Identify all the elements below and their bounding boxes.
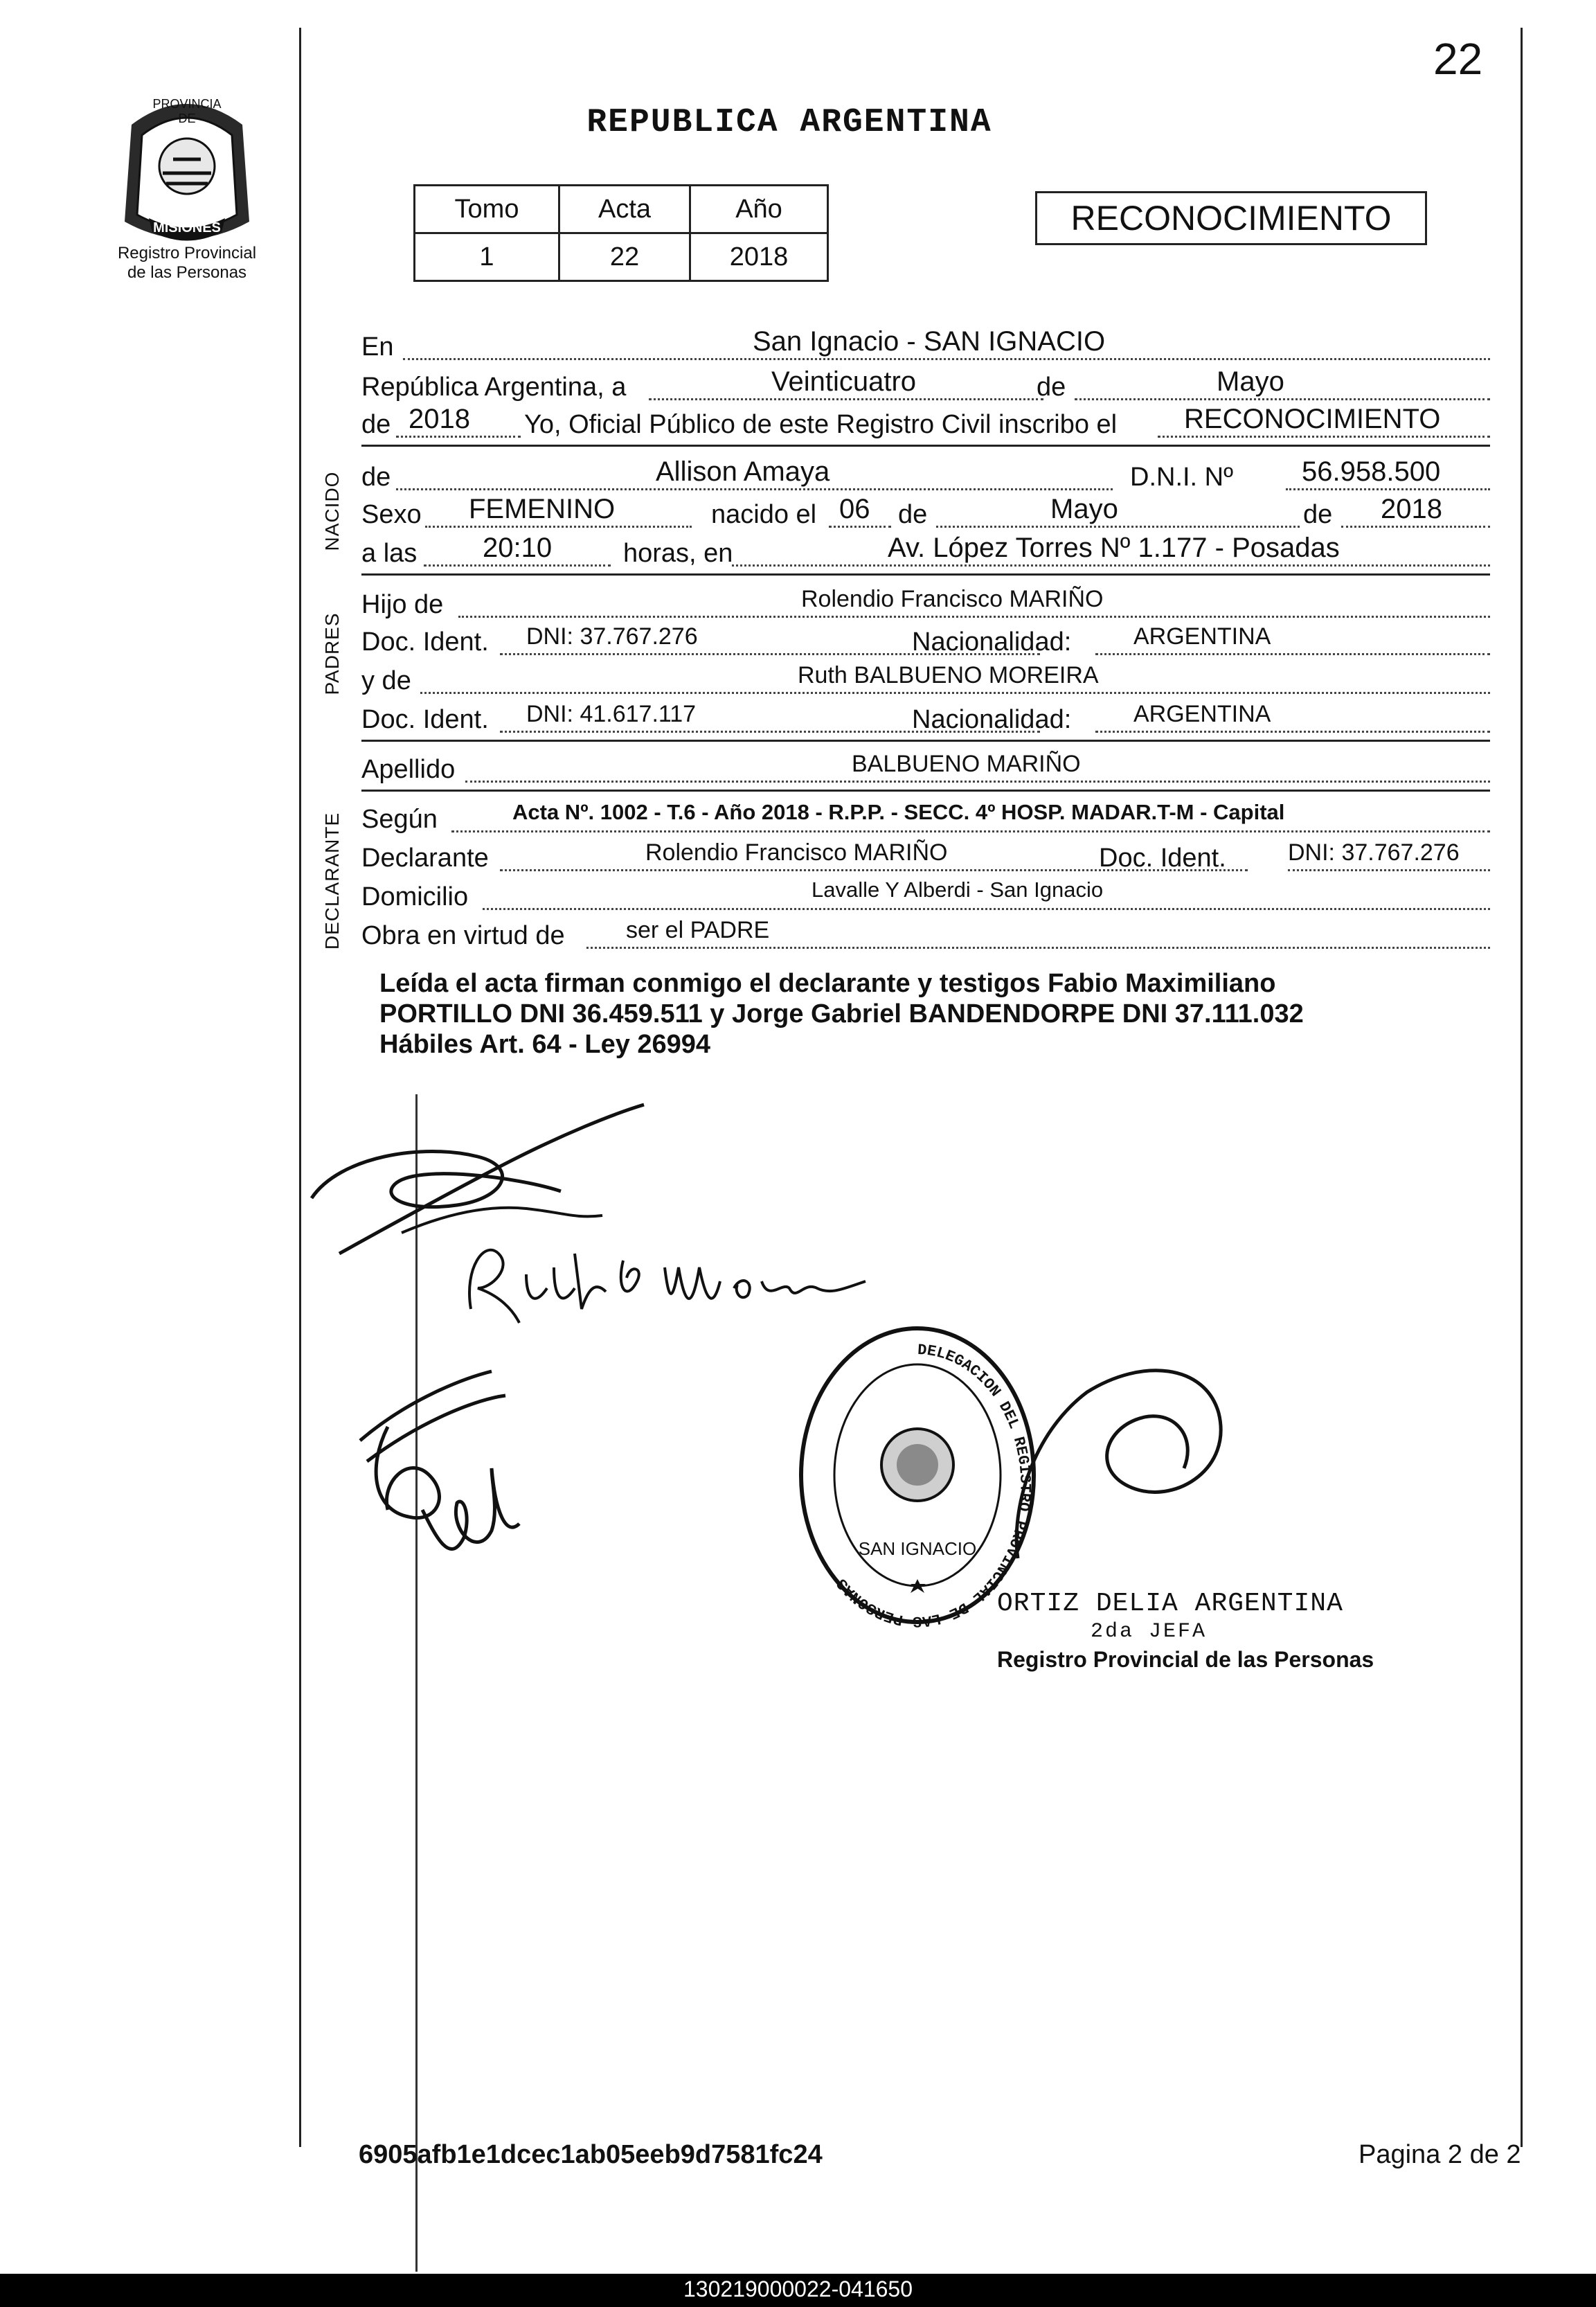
en-label: En bbox=[361, 332, 394, 362]
mother-doc-value: DNI: 41.617.117 bbox=[526, 701, 697, 727]
record-reference-table bbox=[413, 184, 829, 282]
segun-label: Según bbox=[361, 805, 438, 834]
officer-block bbox=[997, 1590, 1374, 1673]
row-father-doc bbox=[361, 623, 1490, 662]
year-value: 2018 bbox=[409, 404, 470, 434]
officer-office: Registro Provincial de las Personas bbox=[997, 1647, 1374, 1672]
left-margin-rule bbox=[299, 28, 301, 2147]
document-hash: 6905afb1e1dcec1ab05eeb9d7581fc24 bbox=[359, 2140, 823, 2169]
stamp-ring-text: DELEGACION DEL REGISTRO PROVINCIAL DE LAS PERSONAS bbox=[833, 1341, 1034, 1630]
child-name-value: Allison Amaya bbox=[656, 456, 830, 487]
declarant-value: Rolendio Francisco MARIÑO bbox=[645, 839, 948, 866]
row-year bbox=[361, 404, 1490, 445]
anio-value: 2018 bbox=[690, 233, 828, 281]
horas-en-label: horas, en bbox=[623, 539, 733, 568]
y-de-label: y de bbox=[361, 666, 411, 695]
mother-doc-label: Doc. Ident. bbox=[361, 705, 489, 734]
obra-value: ser el PADRE bbox=[626, 917, 770, 943]
child-dni-value: 56.958.500 bbox=[1302, 456, 1441, 487]
a-las-label: a las bbox=[361, 539, 418, 568]
row-time-place bbox=[361, 533, 1490, 573]
name-de-label: de bbox=[361, 463, 391, 492]
father-nationality-label: Nacionalidad: bbox=[912, 627, 1072, 657]
seal-top-text: PROVINCIA DE bbox=[152, 97, 222, 125]
page-number: 22 bbox=[1433, 34, 1483, 84]
hijo-de-label: Hijo de bbox=[361, 590, 444, 619]
birth-time-value: 20:10 bbox=[483, 533, 553, 563]
official-stamp bbox=[793, 1319, 1042, 1631]
surname-value: BALBUENO MARIÑO bbox=[852, 751, 1081, 777]
row-mother-doc bbox=[361, 701, 1490, 740]
section-label-padres: PADRES bbox=[321, 612, 343, 695]
birth-place-value: Av. López Torres Nº 1.177 - Posadas bbox=[888, 533, 1340, 563]
row-sex bbox=[361, 494, 1490, 535]
obra-label: Obra en virtud de bbox=[361, 921, 565, 950]
officer-name: ORTIZ DELIA ARGENTINA bbox=[997, 1589, 1343, 1619]
declarant-doc-dots bbox=[1288, 869, 1490, 871]
father-doc-label: Doc. Ident. bbox=[361, 627, 489, 657]
sexo-label: Sexo bbox=[361, 500, 422, 529]
father-doc-value: DNI: 37.767.276 bbox=[526, 623, 698, 650]
anio-header: Año bbox=[690, 186, 828, 233]
de-label-2: de bbox=[361, 410, 391, 439]
acta-value: 22 bbox=[559, 233, 690, 281]
seal-caption bbox=[83, 244, 291, 283]
birth-de-label-1: de bbox=[898, 500, 928, 529]
officer-role: 2da JEFA bbox=[1091, 1620, 1208, 1644]
official-text: Yo, Oficial Público de este Registro Civil inscribo el bbox=[524, 410, 1118, 439]
birth-month-value: Mayo bbox=[1050, 494, 1118, 524]
provincial-seal-logo bbox=[111, 83, 263, 256]
barcode-text: 130219000022-041650 bbox=[683, 2277, 913, 2301]
right-margin-rule bbox=[1521, 28, 1523, 2147]
seal-bottom-text: MISIONES bbox=[153, 220, 221, 235]
section-divider-3 bbox=[361, 740, 1490, 742]
month-value: Mayo bbox=[1217, 366, 1284, 397]
mother-nationality-label: Nacionalidad: bbox=[912, 705, 1072, 734]
de-label-1: de bbox=[1037, 373, 1066, 402]
pagination-text: Pagina 2 de 2 bbox=[1359, 2140, 1521, 2169]
nacido-el-label: nacido el bbox=[711, 500, 817, 529]
section-divider-4 bbox=[361, 790, 1490, 792]
republica-label: República Argentina, a bbox=[361, 373, 627, 402]
sexo-value: FEMENINO bbox=[469, 494, 616, 524]
place-value: San Ignacio - SAN IGNACIO bbox=[753, 326, 1106, 357]
document-title: REPUBLICA ARGENTINA bbox=[586, 104, 992, 141]
tomo-header: Tomo bbox=[415, 186, 559, 233]
seal-caption-line1: Registro Provincial bbox=[117, 244, 257, 262]
day-words-value: Veinticuatro bbox=[771, 366, 917, 397]
father-nationality-value: ARGENTINA bbox=[1133, 623, 1271, 650]
stamp-inner-text: SAN IGNACIO bbox=[858, 1538, 977, 1559]
declarante-label: Declarante bbox=[361, 844, 489, 873]
birth-de-label-2: de bbox=[1303, 500, 1333, 529]
dni-label: D.N.I. Nº bbox=[1130, 463, 1233, 492]
row-obra bbox=[361, 917, 1490, 956]
segun-value: Acta Nº. 1002 - T.6 - Año 2018 - R.P.P. - SECC. 4º HOSP. MADAR.T-M - Capital bbox=[512, 800, 1285, 824]
birth-year-value: 2018 bbox=[1381, 494, 1442, 524]
row-domicilio bbox=[361, 878, 1490, 917]
row-surname bbox=[361, 751, 1490, 790]
domicilio-dots bbox=[483, 908, 1490, 910]
section-label-nacido: NACIDO bbox=[321, 471, 343, 551]
mother-nationality-value: ARGENTINA bbox=[1133, 701, 1271, 727]
section-divider-1 bbox=[361, 445, 1490, 447]
declarant-doc-label: Doc. Ident. bbox=[1099, 844, 1226, 873]
birth-day-value: 06 bbox=[839, 494, 870, 524]
closing-line-3: Hábiles Art. 64 - Ley 26994 bbox=[379, 1030, 711, 1059]
acta-header: Acta bbox=[559, 186, 690, 233]
seal-caption-line2: de las Personas bbox=[127, 263, 247, 282]
witness-signature bbox=[325, 1357, 561, 1593]
record-type-box: RECONOCIMIENTO bbox=[1035, 191, 1427, 245]
act-type-value: RECONOCIMIENTO bbox=[1184, 404, 1441, 434]
row-mother bbox=[361, 662, 1490, 701]
row-segun bbox=[361, 800, 1490, 839]
tomo-value: 1 bbox=[415, 233, 559, 281]
apellido-label: Apellido bbox=[361, 755, 456, 784]
closing-statement bbox=[379, 968, 1470, 1060]
row-en bbox=[361, 326, 1490, 367]
closing-line-2: PORTILLO DNI 36.459.511 y Jorge Gabriel BANDENDORPE DNI 37.111.032 bbox=[379, 999, 1304, 1028]
domicilio-label: Domicilio bbox=[361, 882, 469, 911]
mother-name-value: Ruth BALBUENO MOREIRA bbox=[798, 662, 1099, 688]
declarant-doc-value: DNI: 37.767.276 bbox=[1288, 839, 1460, 866]
section-label-declarante: DECLARANTE bbox=[321, 812, 343, 950]
closing-line-1: Leída el acta firman conmigo el declarante y testigos Fabio Maximiliano bbox=[379, 969, 1276, 998]
segun-dots bbox=[451, 830, 1490, 832]
domicilio-value: Lavalle Y Alberdi - San Ignacio bbox=[812, 878, 1104, 902]
father-name-value: Rolendio Francisco MARIÑO bbox=[801, 586, 1104, 612]
section-divider-2 bbox=[361, 573, 1490, 576]
